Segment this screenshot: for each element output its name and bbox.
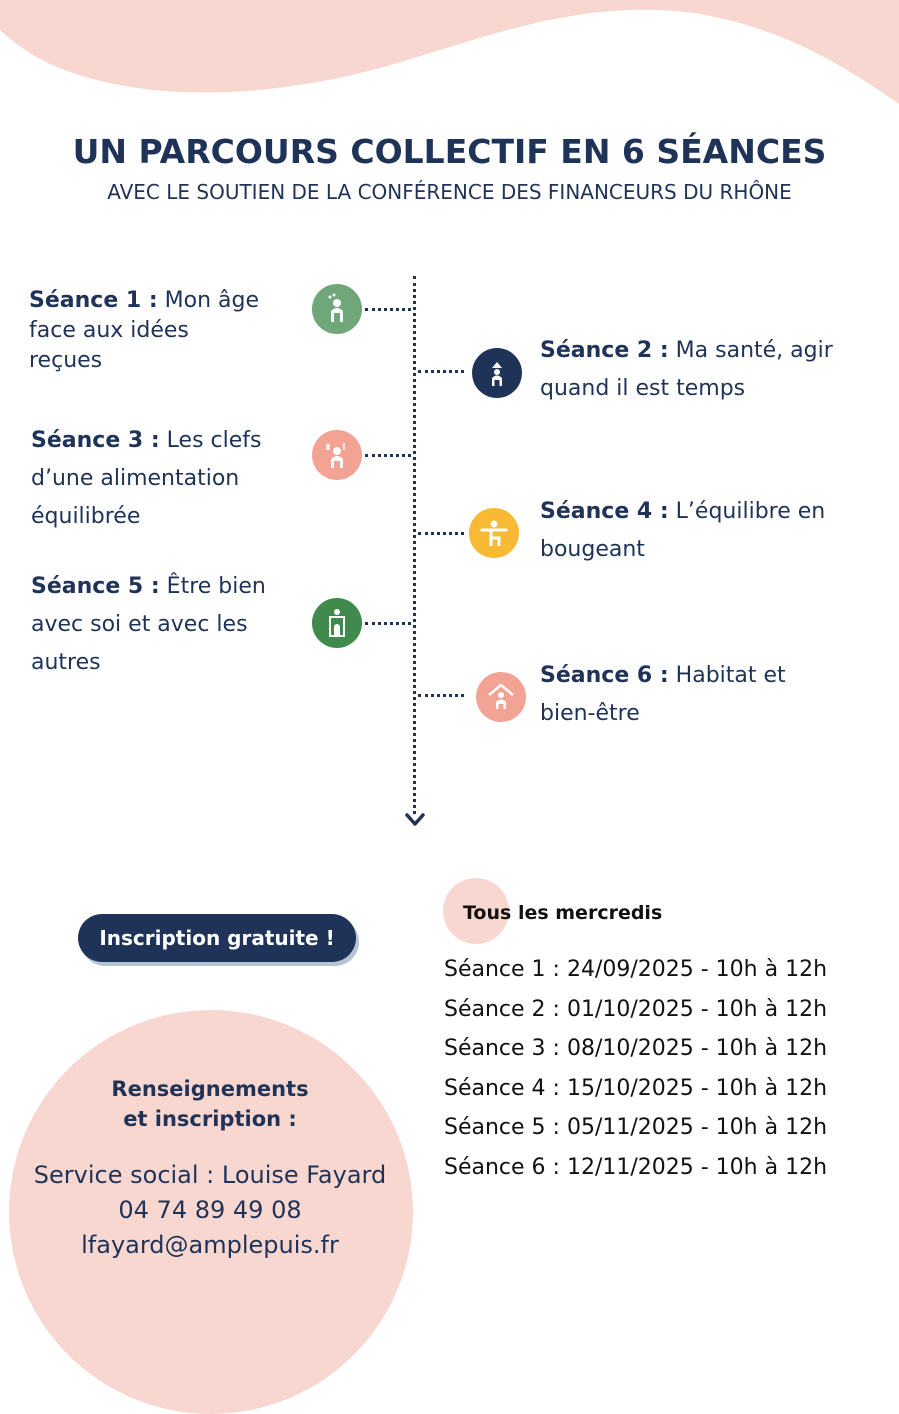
connector-5 [365,622,411,625]
session-1-line-2: face aux idées [29,318,189,343]
connector-1 [365,308,411,311]
session-6-line-1: Habitat et [675,663,786,688]
contact-title [0,1074,420,1134]
schedule-title: Tous les mercredis [463,902,663,924]
connector-4 [418,532,464,535]
inscription-gratuite-button[interactable]: Inscription gratuite ! [78,914,356,962]
page-title: UN PARCOURS COLLECTIF EN 6 SÉANCES [72,132,827,171]
top-wave-decoration [0,0,899,110]
session-2-label: Séance 2 : [540,338,669,363]
session-5-line-3: autres [31,650,101,675]
connector-3 [365,454,411,457]
session-3-label: Séance 3 : [31,428,160,453]
schedule-date-2: Séance 2 : 01/10/2025 - 10h à 12h [444,996,828,1022]
contact-details [0,1158,420,1263]
session-6-label: Séance 6 : [540,663,669,688]
schedule-date-1: Séance 1 : 24/09/2025 - 10h à 12h [444,957,828,982]
contact-service: Service social : Louise Fayard [33,1161,387,1189]
session-5-label: Séance 5 : [31,574,160,599]
session-1-line-3: reçues [29,348,103,373]
session-6-text [540,657,786,733]
contact-title-line-2: et inscription : [123,1107,297,1131]
session-1-text [29,286,259,376]
person-home-icon [476,672,526,722]
session-4-line-1: L’équilibre en [675,499,826,524]
session-4-line-2: bougeant [540,537,645,562]
session-3-line-3: équilibrée [31,504,141,529]
session-3-line-1: Les clefs [166,428,262,453]
schedule-date-3: Séance 3 : 08/10/2025 - 10h à 12h [444,1036,828,1062]
schedule-date-5: Séance 5 : 05/11/2025 - 10h à 12h [444,1115,828,1141]
contact-phone[interactable]: 04 74 89 49 08 [118,1196,302,1224]
person-thinking-icon [312,284,362,334]
person-food-icon [312,430,362,480]
connector-6 [418,694,464,697]
contact-email[interactable]: lfayard@amplepuis.fr [81,1231,339,1259]
session-4-text [540,493,825,569]
session-4-label: Séance 4 : [540,499,669,524]
timeline-line [413,276,416,814]
chevron-down-icon [404,812,426,828]
session-3-text [31,422,261,536]
schedule-date-4: Séance 4 : 15/10/2025 - 10h à 12h [444,1075,828,1101]
person-health-icon [472,348,522,398]
session-5-text [31,568,266,682]
session-2-line-2: quand il est temps [540,376,746,401]
session-5-line-1: Être bien [166,574,266,599]
schedule-list [444,950,827,1188]
page-subtitle: AVEC LE SOUTIEN DE LA CONFÉRENCE DES FINANCEURS DU RHÔNE [107,180,792,204]
session-6-line-2: bien-être [540,701,640,726]
connector-2 [418,370,464,373]
person-wellbeing-icon [312,598,362,648]
session-3-line-2: d’une alimentation [31,466,240,491]
session-2-text [540,332,833,408]
person-balance-icon [469,508,519,558]
session-2-line-1: Ma santé, agir [675,338,833,363]
session-5-line-2: avec soi et avec les [31,612,248,637]
contact-title-line-1: Renseignements [111,1077,309,1101]
schedule-date-6: Séance 6 : 12/11/2025 - 10h à 12h [444,1154,828,1180]
session-1-label: Séance 1 : [29,288,158,313]
session-1-line-1: Mon âge [164,288,260,313]
